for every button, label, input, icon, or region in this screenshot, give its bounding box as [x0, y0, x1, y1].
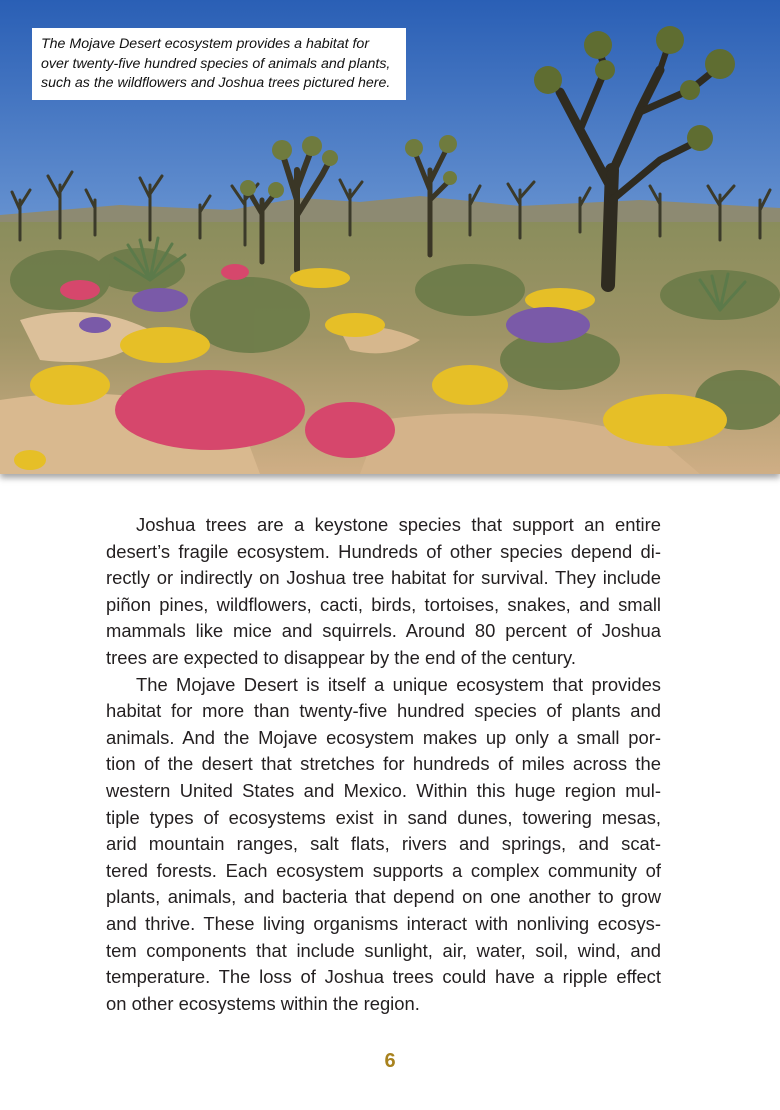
caption-line: such as the wildflowers and Joshua trees pictured here.: [41, 75, 391, 91]
text-line: desert’s fragile ecosystem. Hundreds of other species depend di-: [106, 540, 661, 562]
paragraph-1: [106, 512, 661, 672]
text-line: animals. And the Mojave ecosystem makes up only a small por-: [106, 726, 661, 748]
text-line: tem components that include sunlight, air, water, soil, wind, and: [106, 939, 661, 961]
caption-line: The Mojave Desert ecosystem provides a habitat for: [41, 36, 370, 52]
text-line: trees are expected to disappear by the end of the century.: [106, 646, 576, 668]
text-line: tered forests. Each ecosystem supports a complex community of: [106, 859, 661, 881]
body-text: [106, 512, 661, 1017]
text-line: The Mojave Desert is itself a unique ecosystem that provides: [136, 673, 661, 695]
caption-line: over twenty-five hundred species of animals and plants,: [41, 55, 391, 72]
text-line: tiple types of ecosystems exist in sand dunes, towering mesas,: [106, 806, 661, 828]
text-line: tion of the desert that stretches for hundreds of miles across the: [106, 753, 661, 775]
text-line: plants, animals, and bacteria that depend on one another to grow: [106, 886, 661, 908]
paragraph-2: [106, 672, 661, 1018]
text-line: rectly or indirectly on Joshua tree habitat for survival. They include: [106, 567, 661, 589]
text-line: habitat for more than twenty-five hundred species of plants and: [106, 700, 661, 722]
photo-caption: [32, 28, 406, 100]
text-line: temperature. The loss of Joshua trees could have a ripple effect: [106, 966, 661, 988]
text-line: western United States and Mexico. Within this huge region mul-: [106, 779, 661, 801]
text-line: mammals like mice and squirrels. Around 80 percent of Joshua: [106, 620, 661, 642]
text-line: piñon pines, wildflowers, cacti, birds, tortoises, snakes, and small: [106, 593, 661, 615]
page-number: 6: [384, 1050, 396, 1072]
text-line: Joshua trees are a keystone species that support an entire: [136, 514, 661, 535]
text-line: and thrive. These living organisms interact with nonliving ecosys-: [106, 912, 661, 934]
text-line: arid mountain ranges, salt flats, rivers and springs, and scat-: [106, 833, 661, 855]
text-line: on other ecosystems within the region.: [106, 992, 420, 1014]
